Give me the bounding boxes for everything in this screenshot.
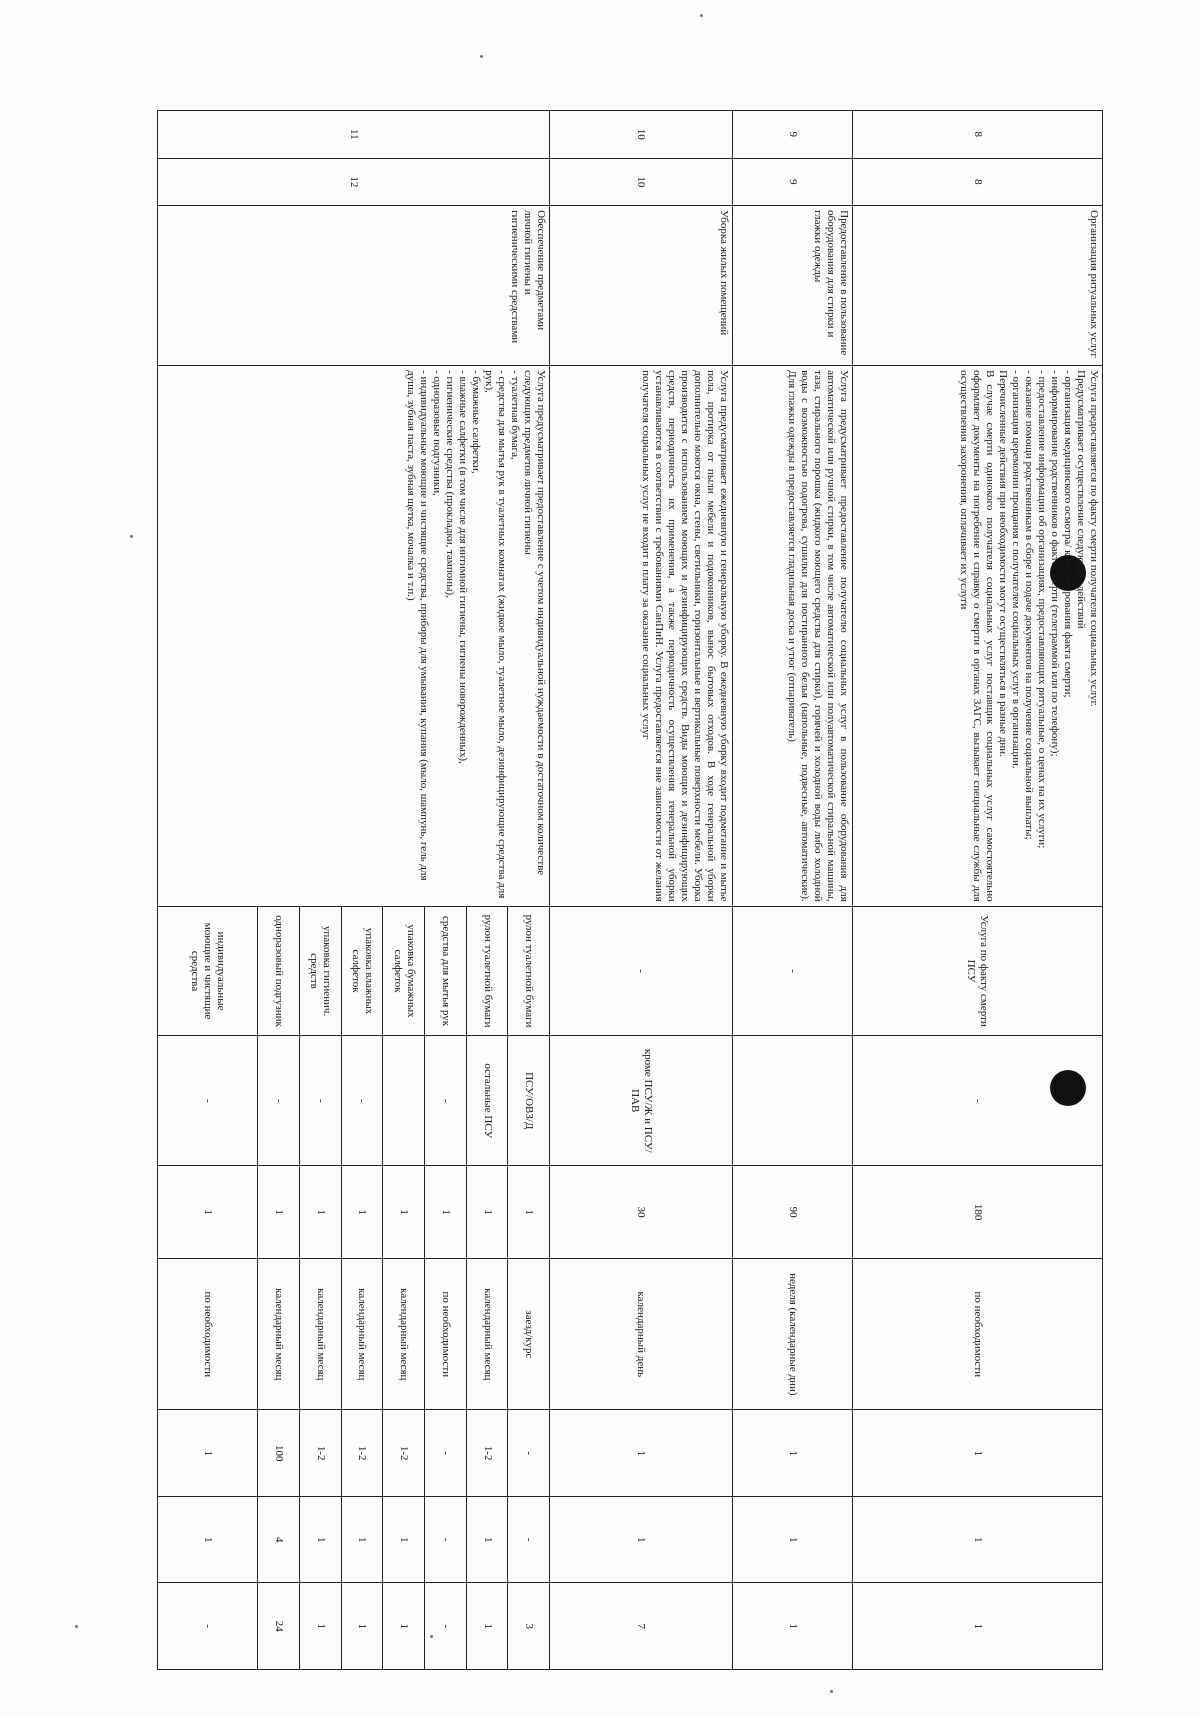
qty-cell: -: [508, 1410, 550, 1496]
recipient-cell: -: [299, 1036, 341, 1166]
desc-line: - организация медицинского осмотра/ констатирования факта смерти;: [1062, 370, 1074, 698]
qty-cell: 1: [299, 1496, 341, 1582]
recipient-cell: -: [852, 1036, 1102, 1166]
qty-cell: 1: [383, 1496, 425, 1582]
qty-cell: 1: [852, 1496, 1102, 1582]
qty-cell: 1: [383, 1583, 425, 1670]
recipient-cell: кроме ПСУ/Ж и ПСУ/ПАВ: [550, 1036, 733, 1166]
qty-cell: -: [425, 1583, 467, 1670]
condition-cell: упаковка бумажных салфеток: [383, 906, 425, 1036]
desc-line: - информирование родственников о факте смерти (телеграммой или по телефону);: [1049, 370, 1061, 757]
desc-line: - одноразовые подгузники,: [431, 370, 444, 496]
qty-cell: 4: [258, 1496, 300, 1582]
qty-cell: 1: [550, 1410, 733, 1496]
condition-cell: рулон туалетной бумаги: [466, 906, 508, 1036]
qty-cell: 1: [550, 1496, 733, 1582]
qty-cell: 1: [732, 1583, 852, 1670]
qty-cell: 1: [158, 1496, 258, 1582]
time-cell: 1: [158, 1166, 258, 1259]
recipient-cell: [732, 1036, 852, 1166]
qty-cell: -: [425, 1496, 467, 1582]
table-row: [732, 111, 852, 1670]
qty-cell: 1: [732, 1410, 852, 1496]
recipient-cell: ПСУ/ОВЗ/Д: [508, 1036, 550, 1166]
desc-line: Услуга предоставляется по факту смерти получателя социальных услуг.: [1088, 370, 1100, 707]
unit-cell: календарный месяц: [466, 1259, 508, 1410]
time-cell: 30: [550, 1166, 733, 1259]
service-name: Уборка жилых помещений: [550, 206, 733, 366]
service-description: [158, 366, 550, 907]
qty-cell: 3: [508, 1583, 550, 1670]
unit-cell: заезд/курс: [508, 1259, 550, 1410]
row-number: 12: [158, 158, 550, 206]
condition-cell: Услуга по факту смерти ПСУ: [852, 906, 1102, 1036]
row-number: 10: [550, 111, 733, 159]
qty-cell: 1: [466, 1583, 508, 1670]
unit-cell: календарный месяц: [258, 1259, 300, 1410]
qty-cell: 1: [852, 1410, 1102, 1496]
qty-cell: 1-2: [383, 1410, 425, 1496]
qty-cell: 7: [550, 1583, 733, 1670]
unit-cell: по необходимости: [852, 1259, 1102, 1410]
condition-cell: средства для мытья рук: [425, 906, 467, 1036]
desc-line: - оказание помощи родственникам в сборе и подаче документов на получение социальной выплаты;: [1023, 370, 1035, 840]
time-cell: 1: [258, 1166, 300, 1259]
time-cell: 180: [852, 1166, 1102, 1259]
row-number: 8: [852, 111, 1102, 159]
unit-cell: неделя (календарные дни): [732, 1259, 852, 1410]
row-number: 10: [550, 158, 733, 206]
service-description: [550, 366, 733, 907]
qty-cell: 1-2: [466, 1410, 508, 1496]
scan-speck: [830, 1690, 833, 1693]
condition-cell: индивидуальные моющие и чистящие средства: [158, 906, 258, 1036]
service-name: Предоставление в пользование оборудования для стирки и глажки одежды: [732, 206, 852, 366]
condition-cell: одноразовый подгузник: [258, 906, 300, 1036]
scan-speck: [480, 55, 483, 58]
desc-line: - индивидуальные моющие и чистящие средства, приборы для умывания, купания (мыло, шампунь, гель для душа, зубная паста, зубная щетка, мочалка и т.п.): [405, 370, 431, 881]
unit-cell: по необходимости: [158, 1259, 258, 1410]
time-cell: 90: [732, 1166, 852, 1259]
time-cell: 1: [425, 1166, 467, 1259]
desc-line: В случае смерти одинокого получателя социальных услуг поставщик социальных услуг самостоятельно оформляет документы на погребение и справку о смерти в органах ЗАГС, вызывает специальные службы для осуществления захоронения, оплачивает их услуги: [958, 370, 996, 902]
recipient-cell: -: [425, 1036, 467, 1166]
qty-cell: 1: [158, 1410, 258, 1496]
service-name: Организация ритуальных услуг: [852, 206, 1102, 366]
qty-cell: -: [158, 1583, 258, 1670]
qty-cell: 1: [466, 1496, 508, 1582]
qty-cell: -: [425, 1410, 467, 1496]
service-description: [732, 366, 852, 907]
scan-speck: [130, 535, 133, 538]
time-cell: 1: [383, 1166, 425, 1259]
services-table: [157, 110, 1103, 1670]
qty-cell: 1: [299, 1583, 341, 1670]
desc-line: - туалетная бумага,: [509, 370, 522, 460]
desc-line: Услуга предусматривает ежедневную и генеральную уборку. В ежедневную уборку входит подметание и мытье пола, протирка от пыли мебели и подоконников, вынос бытовых отходов. В ходе генеральной уборки дополнительно моются окна, стены, светильники, горизонтальные и вертикальные поверхности мебели. Уборка производится с использованием моющих и дезинфицирующих средств. Виды моющих и дезинфицирующих средств, периодичность их применения, а также периодичность осуществления генеральной уборки устанавливаются в соответствии с требованиями СанПиН. Услуга предоставляется вне зависимости от желания получателя социальных услуг не входит в плату за оказание социальных услуг: [639, 370, 730, 902]
rotated-table-container: [157, 110, 1103, 1670]
qty-cell: 1: [852, 1583, 1102, 1670]
desc-line: Услуга предусматривает предоставление с учетом индивидуальной нуждаемости в достаточном количестве следующих предметов личной гигиены: [522, 370, 548, 876]
scan-speck: [75, 1625, 78, 1628]
desc-line: - средства для мытья рук в туалетных комнатах (жидкое мыло, туалетное мыло, дезинфицирующие средства для рук),: [483, 370, 509, 899]
qty-cell: 1-2: [299, 1410, 341, 1496]
condition-cell: -: [732, 906, 852, 1036]
desc-line: - гигиенические средства (прокладки, тампоны),: [444, 370, 457, 598]
row-number: 9: [732, 111, 852, 159]
desc-line: - предоставление информации об организациях, предоставляющих ритуальные, о ценах на их услуги;: [1036, 370, 1048, 849]
qty-cell: -: [508, 1496, 550, 1582]
condition-cell: упаковка влажных салфеток: [341, 906, 383, 1036]
desc-line: - организация церемонии прощания с получателем социальных услуг в организации.: [1010, 370, 1022, 769]
recipient-cell: -: [158, 1036, 258, 1166]
recipient-cell: -: [258, 1036, 300, 1166]
service-name: Обеспечение предметами личной гигиены и гигиеническими средствами: [158, 206, 550, 366]
time-cell: 1: [299, 1166, 341, 1259]
condition-cell: рулон туалетной бумаги: [508, 906, 550, 1036]
table-row: [550, 111, 733, 1670]
time-cell: 1: [508, 1166, 550, 1259]
unit-cell: календарный месяц: [299, 1259, 341, 1410]
row-number: 8: [852, 158, 1102, 206]
qty-cell: 1: [732, 1496, 852, 1582]
qty-cell: 1: [341, 1496, 383, 1582]
condition-cell: упаковка гигиенич. средств: [299, 906, 341, 1036]
service-description: [852, 366, 1102, 907]
unit-cell: календарный день: [550, 1259, 733, 1410]
condition-cell: -: [550, 906, 733, 1036]
recipient-cell: -: [341, 1036, 383, 1166]
unit-cell: календарный месяц: [383, 1259, 425, 1410]
row-number: 9: [732, 158, 852, 206]
row-number: 11: [158, 111, 550, 159]
unit-cell: календарный месяц: [341, 1259, 383, 1410]
desc-line: - влажные салфетки (в том числе для интимной гигиены, гигиены новорожденных),: [457, 370, 470, 764]
desc-line: Перечисленные действия при необходимости могут осуществляться в разные дни.: [997, 370, 1009, 757]
qty-cell: 1-2: [341, 1410, 383, 1496]
table-row: [508, 111, 550, 1670]
desc-line: Предусматривает осуществление следующих действий: [1075, 370, 1087, 629]
time-cell: 1: [341, 1166, 383, 1259]
scan-speck: [700, 14, 703, 17]
qty-cell: 100: [258, 1410, 300, 1496]
recipient-cell: [383, 1036, 425, 1166]
table-row: [852, 111, 1102, 1670]
unit-cell: по необходимости: [425, 1259, 467, 1410]
time-cell: 1: [466, 1166, 508, 1259]
desc-line: Услуга предусматривает предоставление получателю социальных услуг в пользование оборудования для автоматической или ручной стирки, в том числе автоматической или полуавтоматической стиральной машины, таза, стирального порошка (жидкого моющего средства для стирки), горячей и холодной воды либо холодной воды с возможностью подогрева, сушилки для постиранного белья (напольные, подвесные, автоматические). Для глажки одежды в предоставляется гладильная доска и утюг (отпариватель): [785, 370, 850, 902]
desc-line: - бумажные салфетки,: [470, 370, 483, 474]
recipient-cell: остальные ПСУ: [466, 1036, 508, 1166]
qty-cell: 1: [341, 1583, 383, 1670]
qty-cell: 24: [258, 1583, 300, 1670]
